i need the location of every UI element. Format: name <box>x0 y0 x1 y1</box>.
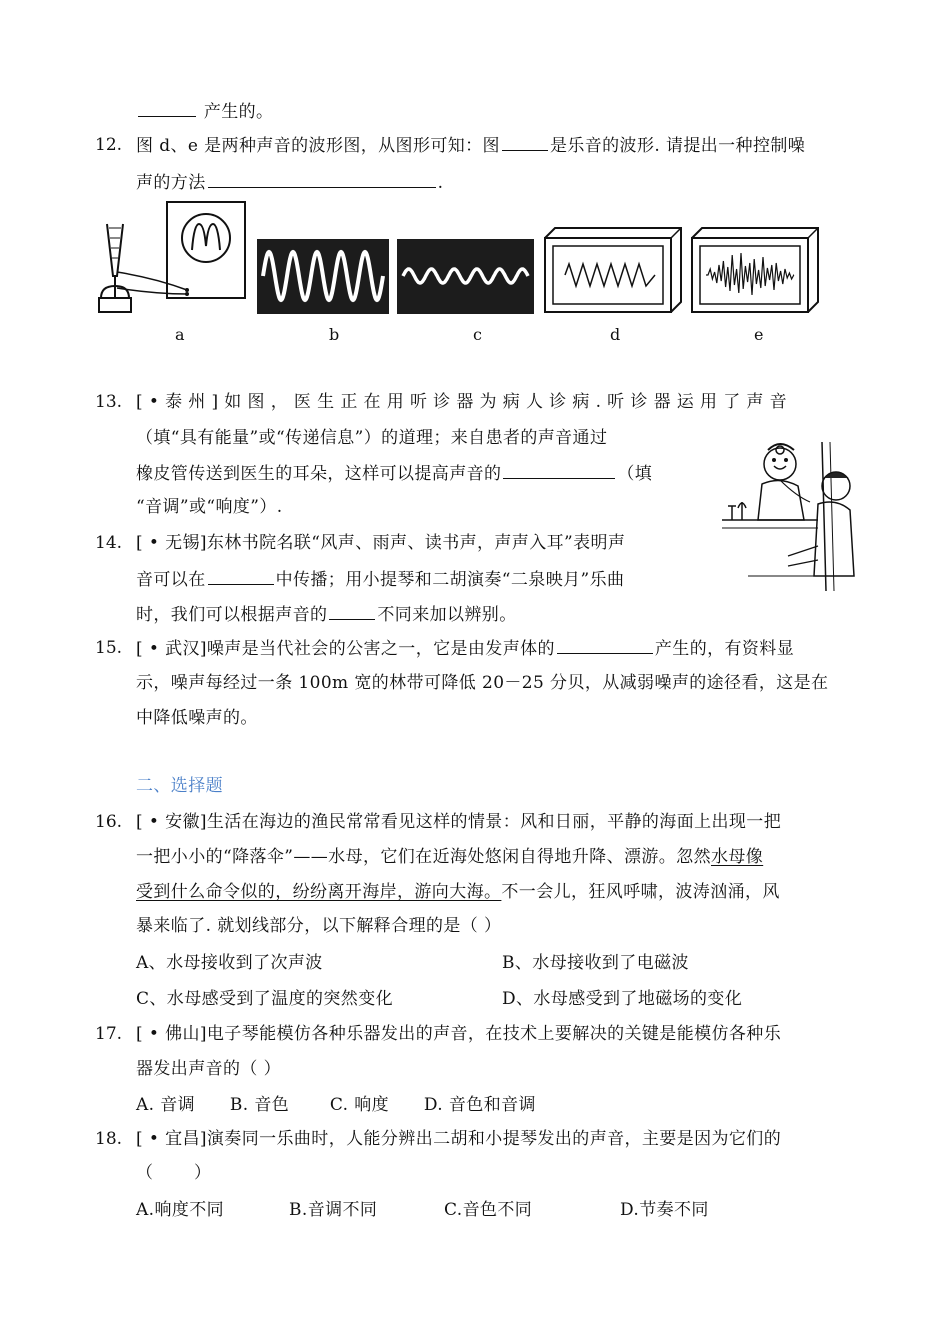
answer-blank[interactable] <box>502 133 548 151</box>
q16-line3: 受到什么命令似的，纷纷离开海岸，游向大海。不一会儿，狂风呼啸，波涛汹涌，风 <box>136 882 780 902</box>
question-number: 14. <box>95 533 123 553</box>
q13-line3: 橡皮管传送到医生的耳朵，这样可以提高声音的 （填 <box>136 461 652 486</box>
q12-line1: 图 d、e 是两种声音的波形图，从图形可知：图 是乐音的波形. 请提出一种控制噪 <box>136 133 805 158</box>
figure-caption: b <box>329 325 340 344</box>
doctor-stethoscope-illustration <box>718 436 858 591</box>
q17-options[interactable]: A. 音调 B. 音色 C. 响度 D. 音色和音调 <box>136 1095 536 1115</box>
underlined-text: 受到什么命令似的，纷纷离开海岸，游向大海。 <box>136 882 502 902</box>
q14-line1: [ • 无锡]东林书院名联“风声、雨声、读书声，声声入耳”表明声 <box>136 533 626 553</box>
figure-c-waveform <box>397 239 534 314</box>
figure-b-waveform <box>257 239 389 314</box>
answer-blank[interactable] <box>208 567 274 585</box>
figure-d-waveform <box>543 226 683 314</box>
figure-caption: c <box>473 325 482 344</box>
question-number: 15. <box>95 638 123 658</box>
q13-line4: “音调”或“响度”）. <box>136 497 283 517</box>
figure-a-tuning-fork-oscilloscope <box>95 198 250 320</box>
q13-line1: [ • 泰 州 ] 如 图 ， 医 生 正 在 用 听 诊 器 为 病 人 诊 病 . 听 诊 器 运 用 了 声 音 <box>136 392 788 412</box>
section-title: 二、选择题 <box>136 776 223 796</box>
q18-line1: [ • 宜昌]演奏同一乐曲时，人能分辨出二胡和小提琴发出的声音，主要是因为它们的 <box>136 1129 782 1149</box>
answer-blank[interactable] <box>208 170 436 188</box>
question-number: 18. <box>95 1129 123 1149</box>
q16-option-b[interactable]: B、水母接收到了电磁波 <box>502 953 689 973</box>
q16-option-a[interactable]: A、水母接收到了次声波 <box>136 953 323 973</box>
underlined-text: 水母像 <box>710 847 764 867</box>
answer-blank[interactable] <box>557 636 653 654</box>
q16-line2: 一把小小的“降落伞”——水母，它们在近海处悠闲自得地升降、漂游。忽然水母像 <box>136 847 764 867</box>
figure-caption: e <box>754 325 764 344</box>
figure-e-waveform <box>690 226 820 314</box>
q12-line2: 声的方法 . <box>136 170 443 195</box>
question-number: 12. <box>95 135 123 155</box>
question-number: 13. <box>95 392 123 412</box>
answer-blank[interactable] <box>138 99 196 117</box>
q17-line2: 器发出声音的（ ） <box>136 1059 282 1079</box>
q15-line2: 示，噪声每经过一条 100m 宽的林带可降低 20－25 分贝，从减弱噪声的途径看，这是在 <box>136 673 829 693</box>
question-number: 16. <box>95 812 123 832</box>
q18-option-d[interactable]: D.节奏不同 <box>620 1200 709 1220</box>
q15-line1: [ • 武汉]噪声是当代社会的公害之一，它是由发声体的 产生的，有资料显 <box>136 636 794 661</box>
q13-line2: （填“具有能量”或“传递信息”）的道理；来自患者的声音通过 <box>136 428 608 448</box>
q11-tail: 产生的。 <box>136 99 273 124</box>
q18-option-c[interactable]: C.音色不同 <box>444 1200 533 1220</box>
q16-line4: 暴来临了. 就划线部分，以下解释合理的是（ ） <box>136 916 502 936</box>
q16-option-d[interactable]: D、水母感受到了地磁场的变化 <box>502 989 743 1009</box>
q16-option-c[interactable]: C、水母感受到了温度的突然变化 <box>136 989 394 1009</box>
q18-line2: （ ） <box>136 1163 212 1183</box>
answer-blank[interactable] <box>503 461 615 479</box>
q17-line1: [ • 佛山]电子琴能模仿各种乐器发出的声音，在技术上要解决的关键是能模仿各种乐 <box>136 1024 782 1044</box>
q15-line3: 中降低噪声的。 <box>136 708 258 728</box>
figure-caption: a <box>175 325 185 344</box>
q18-option-b[interactable]: B.音调不同 <box>289 1200 378 1220</box>
answer-blank[interactable] <box>329 602 375 620</box>
q14-line2: 音可以在 中传播；用小提琴和二胡演奏“二泉映月”乐曲 <box>136 567 624 592</box>
question-number: 17. <box>95 1024 123 1044</box>
q14-line3: 时，我们可以根据声音的 不同来加以辨别。 <box>136 602 517 627</box>
q16-line1: [ • 安徽]生活在海边的渔民常常看见这样的情景：风和日丽，平静的海面上出现一把 <box>136 812 782 832</box>
q18-option-a[interactable]: A.响度不同 <box>136 1200 225 1220</box>
figure-caption: d <box>610 325 621 344</box>
